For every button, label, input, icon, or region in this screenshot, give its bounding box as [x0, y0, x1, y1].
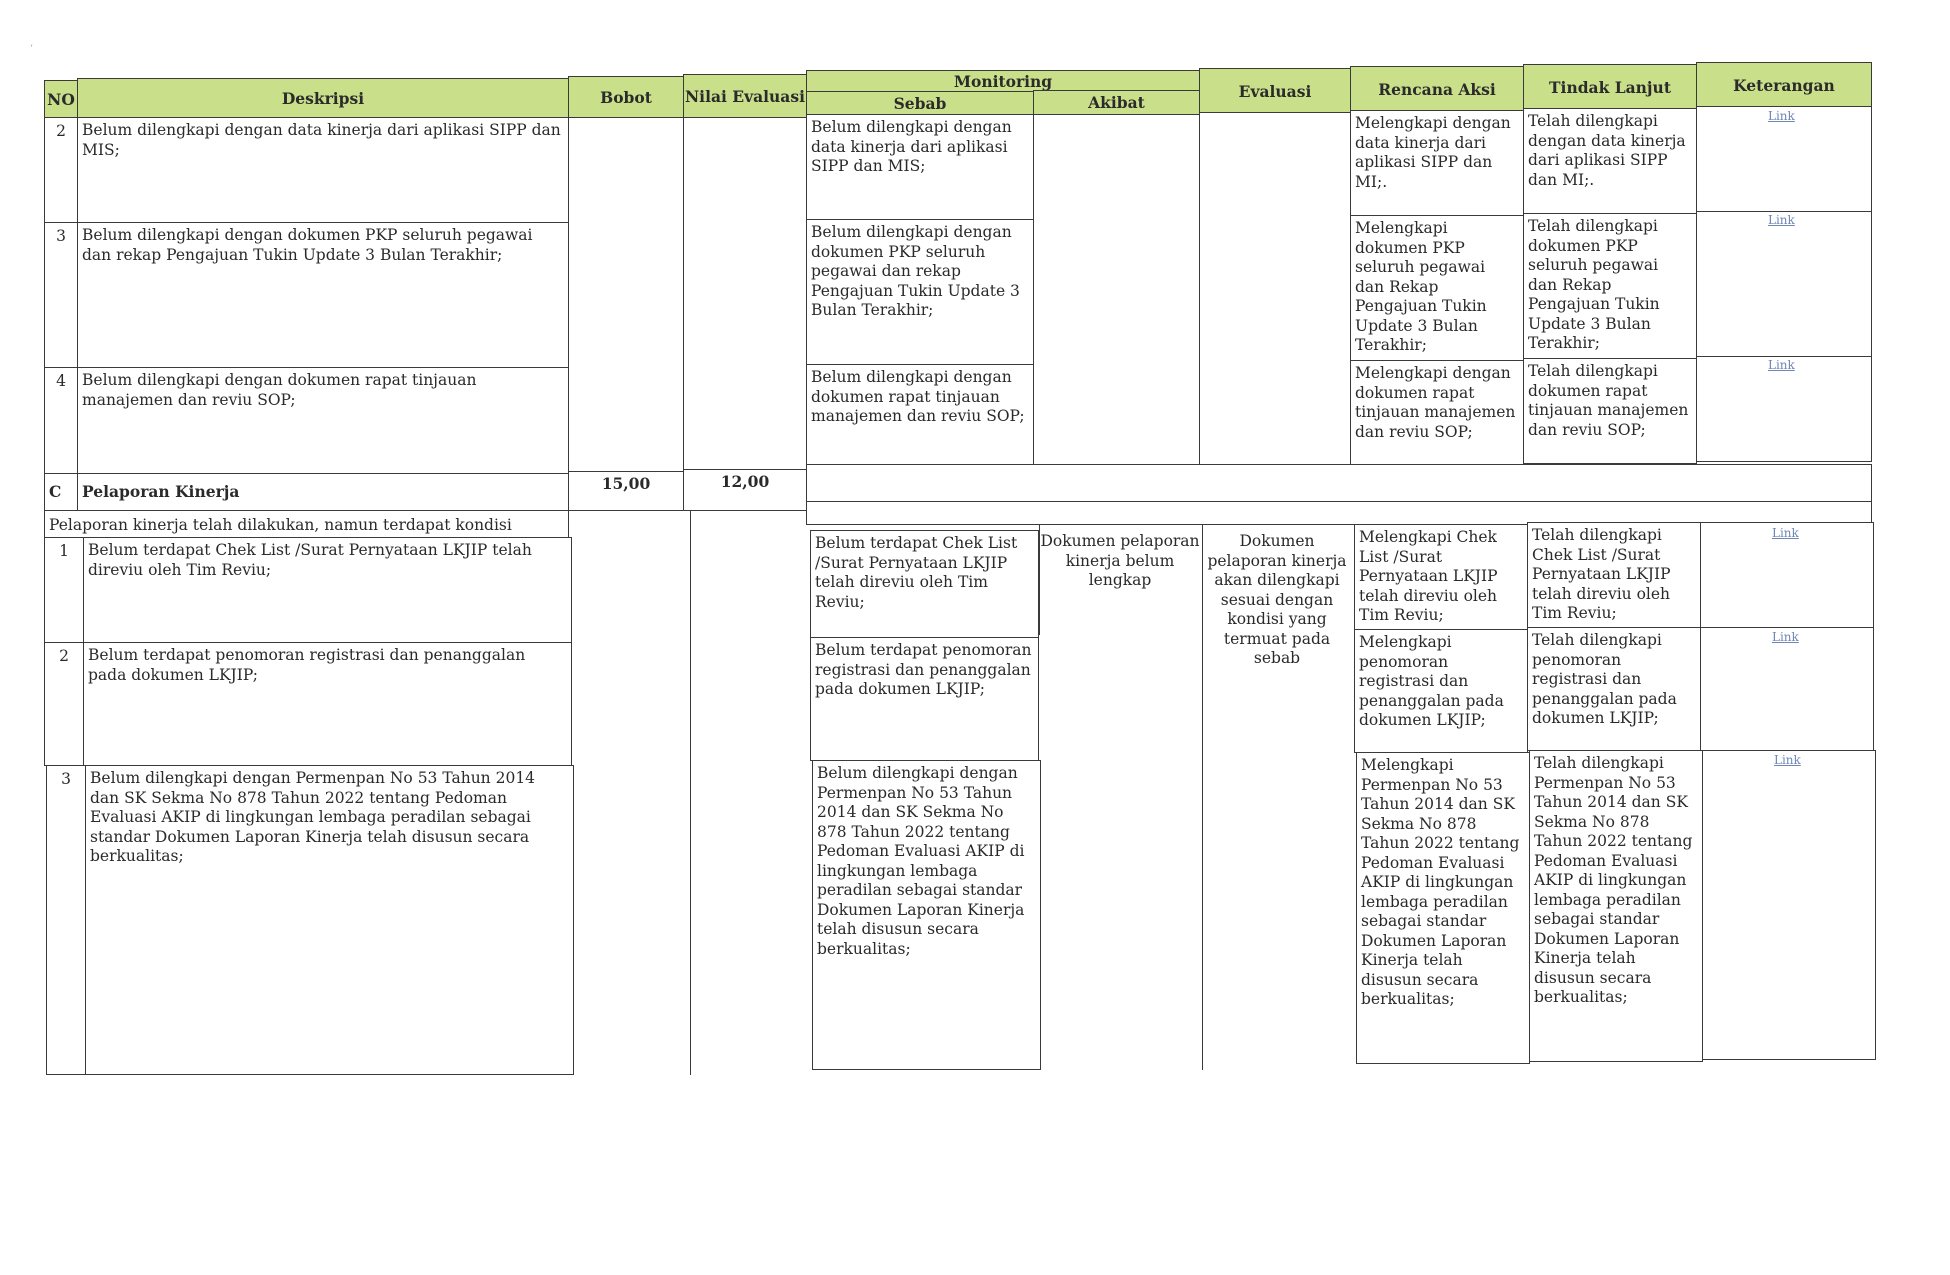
row-c2-deskripsi: Belum terdapat penomoran registrasi dan penanggalan pada dokumen LKJIP;	[83, 642, 572, 766]
header-tindak-lanjut: Tindak Lanjut	[1523, 64, 1697, 110]
row-b2-link[interactable]: Link	[1768, 109, 1795, 123]
section-c-evaluasi-left-border	[1202, 525, 1203, 1070]
row-b3-sebab: Belum dilengkapi dengan dokumen PKP seluruh pegawai dan rekap Pengajuan Tukin Update 3 Bulan Terakhir;	[806, 219, 1034, 365]
row-b3-keterangan	[1696, 211, 1872, 357]
row-c1-deskripsi: Belum terdapat Chek List /Surat Pernyataan LKJIP telah direviu oleh Tim Reviu;	[83, 537, 572, 643]
section-c-akibat-left-border	[1039, 525, 1040, 635]
row-b3-tindak: Telah dilengkapi dokumen PKP seluruh pegawai dan Rekap Pengajuan Tukin Update 3 Bulan Terakhir;	[1523, 213, 1697, 359]
section-b-bobot	[568, 117, 684, 475]
row-b2-tindak: Telah dilengkapi dengan data kinerja dari aplikasi SIPP dan MI;.	[1523, 108, 1697, 214]
row-b2-no: 2	[44, 117, 78, 223]
section-c-bobot-nilai-divider	[690, 510, 691, 1075]
header-sebab: Sebab	[806, 91, 1034, 115]
row-b3-deskripsi: Belum dilengkapi dengan dokumen PKP seluruh pegawai dan rekap Pengajuan Tukin Update 3 Bulan Terakhir;	[77, 222, 569, 368]
row-b2-sebab: Belum dilengkapi dengan data kinerja dari aplikasi SIPP dan MIS;	[806, 114, 1034, 220]
row-b3-link[interactable]: Link	[1768, 213, 1795, 227]
row-c1-no: 1	[44, 537, 84, 643]
row-b2-deskripsi: Belum dilengkapi dengan data kinerja dari aplikasi SIPP dan MIS;	[77, 117, 569, 223]
section-c-nilai: 12,00	[683, 469, 807, 511]
row-c3-keterangan	[1702, 750, 1876, 1060]
section-c-bobot: 15,00	[568, 471, 684, 511]
row-b3-rencana: Melengkapi dokumen PKP seluruh pegawai dan Rekap Pengajuan Tukin Update 3 Bulan Terakhir;	[1350, 215, 1524, 361]
row-c2-rencana: Melengkapi penomoran registrasi dan penanggalan pada dokumen LKJIP;	[1354, 629, 1528, 753]
section-b-evaluasi	[1199, 112, 1351, 466]
row-c2-no: 2	[44, 642, 84, 766]
section-c-akibat: Dokumen pelaporan kinerja belum lengkap	[1040, 532, 1200, 589]
row-c1-link[interactable]: Link	[1772, 526, 1799, 540]
header-keterangan: Keterangan	[1696, 62, 1872, 108]
header-monitoring: Monitoring	[806, 70, 1200, 92]
row-c2-tindak: Telah dilengkapi penomoran registrasi dan penanggalan pada dokumen LKJIP;	[1527, 627, 1701, 751]
section-c-code: C	[44, 473, 78, 511]
section-b-nilai	[683, 117, 807, 475]
section-c-title: Pelaporan Kinerja	[77, 473, 569, 511]
row-c1-tindak: Telah dilengkapi Chek List /Surat Pernyataan LKJIP telah direviu oleh Tim Reviu;	[1527, 522, 1701, 628]
header-deskripsi: Deskripsi	[77, 78, 569, 118]
row-c2-link[interactable]: Link	[1772, 630, 1799, 644]
row-b4-link[interactable]: Link	[1768, 358, 1795, 372]
section-c-intro: Pelaporan kinerja telah dilakukan, namun terdapat kondisi	[44, 510, 569, 538]
row-b4-tindak: Telah dilengkapi dokumen rapat tinjauan manajemen dan reviu SOP;	[1523, 358, 1697, 464]
row-b4-sebab: Belum dilengkapi dengan dokumen rapat tinjauan manajemen dan reviu SOP;	[806, 364, 1034, 472]
row-c2-sebab: Belum terdapat penomoran registrasi dan penanggalan pada dokumen LKJIP;	[810, 637, 1039, 761]
header-no: NO	[44, 80, 78, 118]
row-b3-no: 3	[44, 222, 78, 368]
section-c-header-rest	[806, 464, 1872, 502]
row-c3-no: 3	[46, 765, 86, 1075]
header-akibat: Akibat	[1033, 90, 1200, 115]
row-b4-rencana: Melengkapi dengan dokumen rapat tinjauan manajemen dan reviu SOP;	[1350, 360, 1524, 466]
row-b2-rencana: Melengkapi dengan data kinerja dari aplikasi SIPP dan MI;.	[1350, 110, 1524, 216]
row-c2-keterangan	[1700, 627, 1874, 751]
header-nilai-evaluasi: Nilai Evaluasi	[683, 74, 807, 118]
row-c1-rencana: Melengkapi Chek List /Surat Pernyataan LKJIP telah direviu oleh Tim Reviu;	[1354, 524, 1528, 630]
header-rencana-aksi: Rencana Aksi	[1350, 66, 1524, 112]
row-c3-sebab: Belum dilengkapi dengan Permenpan No 53 Tahun 2014 dan SK Sekma No 878 Tahun 2022 tentang Pedoman Evaluasi AKIP di lingkungan lembaga peradilan sebagai standar Dokumen Laporan Kinerja telah disusun secara berkualitas;	[812, 760, 1041, 1070]
row-c3-rencana: Melengkapi Permenpan No 53 Tahun 2014 dan SK Sekma No 878 Tahun 2022 tentang Pedoman Evaluasi AKIP di lingkungan lembaga peradilan sebagai standar Dokumen Laporan Kinerja telah disusun secara berkualitas;	[1356, 752, 1530, 1064]
header-evaluasi: Evaluasi	[1199, 68, 1351, 114]
scan-mark: ʻ	[30, 44, 33, 54]
row-c3-link[interactable]: Link	[1774, 753, 1801, 767]
row-b4-no: 4	[44, 367, 78, 475]
row-c3-deskripsi: Belum dilengkapi dengan Permenpan No 53 Tahun 2014 dan SK Sekma No 878 Tahun 2022 tentang Pedoman Evaluasi AKIP di lingkungan lembaga peradilan sebagai standar Dokumen Laporan Kinerja telah disusun secara berkualitas;	[85, 765, 574, 1075]
section-c-evaluasi: Dokumen pelaporan kinerja akan dilengkapi sesuai dengan kondisi yang termuat pada sebab	[1207, 532, 1347, 667]
section-b-akibat	[1033, 114, 1200, 472]
row-c1-sebab: Belum terdapat Chek List /Surat Pernyataan LKJIP telah direviu oleh Tim Reviu;	[810, 530, 1039, 638]
row-c3-tindak: Telah dilengkapi Permenpan No 53 Tahun 2014 dan SK Sekma No 878 Tahun 2022 tentang Pedoman Evaluasi AKIP di lingkungan lembaga peradilan sebagai standar Dokumen Laporan Kinerja telah disusun secara berkualitas;	[1529, 750, 1703, 1062]
row-b4-deskripsi: Belum dilengkapi dengan dokumen rapat tinjauan manajemen dan reviu SOP;	[77, 367, 569, 475]
header-bobot: Bobot	[568, 76, 684, 118]
